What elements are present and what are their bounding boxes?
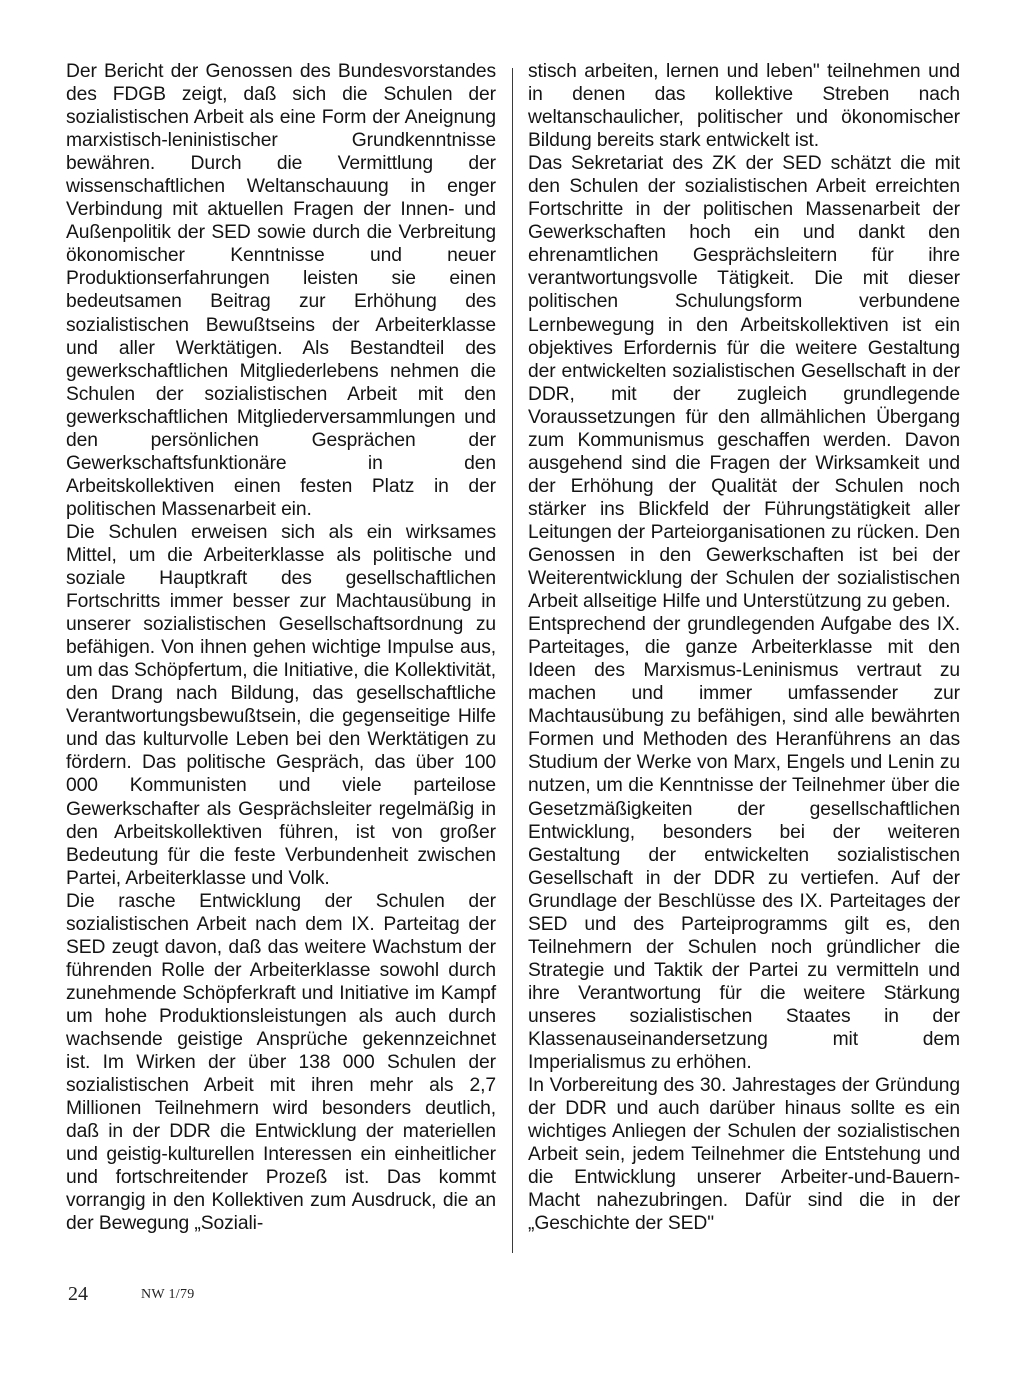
paragraph: Das Sekretariat des ZK der SED schätzt die mit den Schulen der sozialistischen Arbeit erreichten Fortschritte in der politischen Massenarbeit der Gewerkschaften hoch ein und dankt den ehrenamtlichen Gesprächsleitern für ihre verantwortungsvolle Tätigkeit. Die mit dieser politischen Schulungsform verbundene Lernbewegung in den Arbeitskollektiven ist ein objektives Erfordernis für die weitere Gestaltung der entwickelten sozialistischen Gesellschaft in der DDR, mit der zugleich grundlegende Voraussetzungen für den allmählichen Übergang zum Kommunismus geschaffen werden. Davon ausgehend sind die Fragen der Wirksamkeit und der Erhöhung der Qualität der Schulen noch stärker ins Blickfeld der Führungstätigkeit aller Leitungen der Parteiorganisationen zu rücken. Den Genossen in den Gewerkschaften ist bei der Weiterentwicklung der Schulen der sozialistischen Arbeit allseitige Hilfe und Unterstützung zu geben.: [528, 153, 960, 613]
paragraph: Die rasche Entwicklung der Schulen der sozialistischen Arbeit nach dem IX. Parteitag der SED zeugt davon, daß das weitere Wachstum der führenden Rolle der Arbeiterklasse sowohl durch zunehmende Schöpferkraft und Initiative im Kampf um hohe Produktionsleistungen als auch durch wachsende geistige Ansprüche gekennzeichnet ist. Im Wirken der über 138 000 Schulen der sozialistischen Arbeit mit ihren mehr als 2,7 Millionen Teilnehmern wird besonders deutlich, daß in der DDR die Entwicklung der materiellen und geistig-kulturellen Interessen ein einheitlicher und fortschreitender Prozeß ist. Das kommt vorrangig in den Kollektiven zum Ausdruck, die an der Bewegung „Soziali-: [66, 890, 496, 1235]
paragraph: Entsprechend der grundlegenden Aufgabe des IX. Parteitages, die ganze Arbeiterklasse mit den Ideen des Marxismus-Leninismus vertraut zu machen und immer umfassender zur Machtausübung zu befähigen, sind alle bewährten Formen und Methoden des Heranführens an das Studium der Werke von Marx, Engels und Lenin zu nutzen, um die Kenntnisse der Teilnehmer über die Gesetzmäßigkeiten der gesellschaftlichen Entwicklung, besonders bei der weiteren Gestaltung der entwickelten sozialistischen Gesellschaft in der DDR zu vertiefen. Auf der Grundlage der Beschlüsse des IX. Parteitages der SED und des Parteiprogramms gilt es, den Teilnehmern der Schulen noch gründlicher die Strategie und Taktik der Partei zu vermitteln und ihre Verantwortung für die weitere Stärkung unseres sozialistischen Staates in der Klassenauseinandersetzung mit dem Imperialismus zu erhöhen.: [528, 614, 960, 1074]
journal-reference: NW 1/79: [141, 1287, 195, 1302]
paragraph: stisch arbeiten, lernen und leben" teilnehmen und in denen das kollektive Streben nach weltanschaulicher, politischer und ökonomischer Bildung bereits stark entwickelt ist.: [528, 61, 960, 152]
page-number: 24: [68, 1283, 88, 1305]
paragraph: Der Bericht der Genossen des Bundesvorstandes des FDGB zeigt, daß sich die Schulen der sozialistischen Arbeit als eine Form der Aneignung marxistisch-leninistischer Grundkenntnisse bewähren. Durch die Vermittlung der wissenschaftlichen Weltanschauung in enger Verbindung mit aktuellen Fragen der Innen- und Außenpolitik der SED sowie durch die Verbreitung ökonomischer Kenntnisse und neuer Produktionserfahrungen leisten sie einen bedeutsamen Beitrag zur Erhöhung des sozialistischen Bewußtseins der Arbeiterklasse und aller Werktätigen. Als Bestandteil des gewerkschaftlichen Mitgliederlebens nehmen die Schulen der sozialistischen Arbeit mit den gewerkschaftlichen Mitgliederversammlungen und den persönlichen Gesprächen der Gewerkschaftsfunktionäre in den Arbeitskollektiven einen festen Platz in der politischen Massenarbeit ein.: [66, 61, 496, 520]
left-text-column: [66, 60, 496, 1235]
right-text-column: [528, 60, 960, 1235]
paragraph: In Vorbereitung des 30. Jahrestages der Gründung der DDR und auch darüber hinaus sollte es ein wichtiges Anliegen der Schulen der sozialistischen Arbeit sein, jedem Teilnehmer die Entstehung und die Entwicklung unserer Arbeiter-und-Bauern-Macht nahezubringen. Dafür sind die in der „Geschichte der SED": [528, 1075, 960, 1235]
paragraph: Die Schulen erweisen sich als ein wirksames Mittel, um die Arbeiterklasse als politische und soziale Hauptkraft des gesellschaftlichen Fortschritts immer besser zur Machtausübung in unserer sozialistischen Gesellschaftsordnung zu befähigen. Von ihnen gehen wichtige Impulse aus, um das Schöpfertum, die Initiative, die Kollektivität, den Drang nach Bildung, das gesellschaftliche Verantwortungsbewußtsein, die gegenseitige Hilfe und das kulturvolle Leben bei den Werktätigen zu fördern. Das politische Gespräch, das über 100 000 Kommunisten und viele parteilose Gewerkschafter als Gesprächsleiter regelmäßig in den Arbeitskollektiven führen, ist von großer Bedeutung für die feste Verbundenheit zwischen Partei, Arbeiterklasse und Volk.: [66, 521, 496, 889]
column-divider: [512, 68, 513, 1253]
